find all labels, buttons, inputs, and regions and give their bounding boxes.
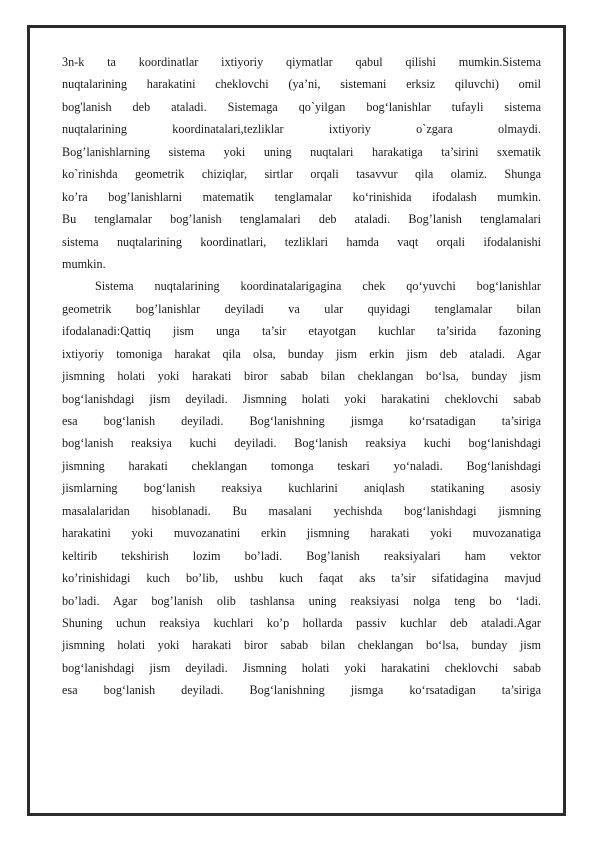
text-line: esa bog‘lanish deyiladi. Bog‘lanishning jismga ko‘rsatadigan ta’siriga	[62, 683, 541, 698]
text-line: Bu tenglamalar bog’lanish tenglamalari deb ataladi. Bog’lanish tenglamalari	[62, 212, 541, 227]
paragraph-1	[62, 51, 541, 275]
text-line: ko’rinishidagi kuch bo’lib, ushbu kuch faqat aks ta’sir sifatidagina mavjud	[62, 571, 541, 586]
text-line: bog‘lanish reaksiya kuchi deyiladi. Bog‘lanish reaksiya kuchi bog‘lanishdagi	[62, 436, 541, 451]
text-line: ixtiyoriy tomoniga harakat qila olsa, bunday jism erkin jism deb ataladi. Agar	[62, 346, 541, 361]
document-body	[62, 51, 541, 702]
paragraph-2	[62, 275, 541, 701]
text-line: bog‘lanishdagi jism deyiladi. Jismning holati yoki harakatini cheklovchi sabab	[62, 660, 541, 675]
text-line: harakatini yoki muvozanatini erkin jismning harakati yoki muvozanatiga	[62, 526, 541, 541]
text-line: Shuning uchun reaksiya kuchlari ko’p hollarda passiv kuchlar deb ataladi.Agar	[62, 615, 541, 630]
text-line: 3n-k ta koordinatlar ixtiyoriy qiymatlar qabul qilishi mumkin.Sistema	[62, 55, 541, 69]
text-line: ifodalanadi:Qattiq jism unga ta’sir etayotgan kuchlar ta’sirida fazoning	[62, 324, 541, 339]
text-line: mumkin.	[62, 256, 106, 271]
text-line: jismning holati yoki harakati biror sabab bilan cheklangan bo‘lsa, bunday jism	[62, 638, 541, 653]
text-line: jismlarning bog‘lanish reaksiya kuchlarini aniqlash statikaning asosiy	[62, 481, 541, 496]
text-line: esa bog‘lanish deyiladi. Bog‘lanishning jismga ko‘rsatadigan ta’siriga	[62, 414, 541, 428]
text-line: sistema nuqtalarining koordinatlari, tezliklari hamda vaqt orqali ifodalanishi	[62, 234, 541, 249]
text-line: masalalaridan hisoblanadi. Bu masalani yechishda bog‘lanishdagi jismning	[62, 503, 541, 518]
text-line: nuqtalarining harakatini cheklovchi (ya’ni, sistemani erksiz qiluvchi) omil	[62, 77, 541, 92]
text-line: bog‘lanishdagi jism deyiladi. Jismning holati yoki harakatini cheklovchi sabab	[62, 391, 541, 406]
text-line: bog'lanish deb ataladi. Sistemaga qo`yilgan bog‘lanishlar tufayli sistema	[62, 99, 541, 114]
text-line: nuqtalarining koordinatalari,tezliklar ixtiyoriy o`zgara olmaydi.	[62, 122, 541, 137]
text-line: bo’ladi. Agar bog’lanish olib tashlansa uning reaksiyasi nolga teng bo ‘ladi.	[62, 593, 541, 608]
text-line: jismning harakati cheklangan tomonga teskari yo‘naladi. Bog‘lanishdagi	[62, 458, 541, 473]
text-line: Bog’lanishlarning sistema yoki uning nuqtalari harakatiga ta’sirini sxematik	[62, 144, 541, 159]
text-line: Sistema nuqtalarining koordinatalarigagina chek qo‘yuvchi bog‘lanishlar	[95, 279, 541, 294]
text-line: keltirib tekshirish lozim bo’ladi. Bog’lanish reaksiyalari ham vektor	[62, 548, 541, 563]
text-line: geometrik bog’lanishlar deyiladi va ular quyidagi tenglamalar bilan	[62, 301, 541, 316]
text-line: ko’ra bog’lanishlarni matematik tenglamalar ko‘rinishida ifodalash mumkin.	[62, 189, 541, 204]
text-line: ko`rinishda geometrik chiziqlar, sirtlar orqali tasavvur qila olamiz. Shunga	[62, 167, 541, 182]
text-line: jismning holati yoki harakati biror sabab bilan cheklangan bo‘lsa, bunday jism	[62, 369, 541, 384]
